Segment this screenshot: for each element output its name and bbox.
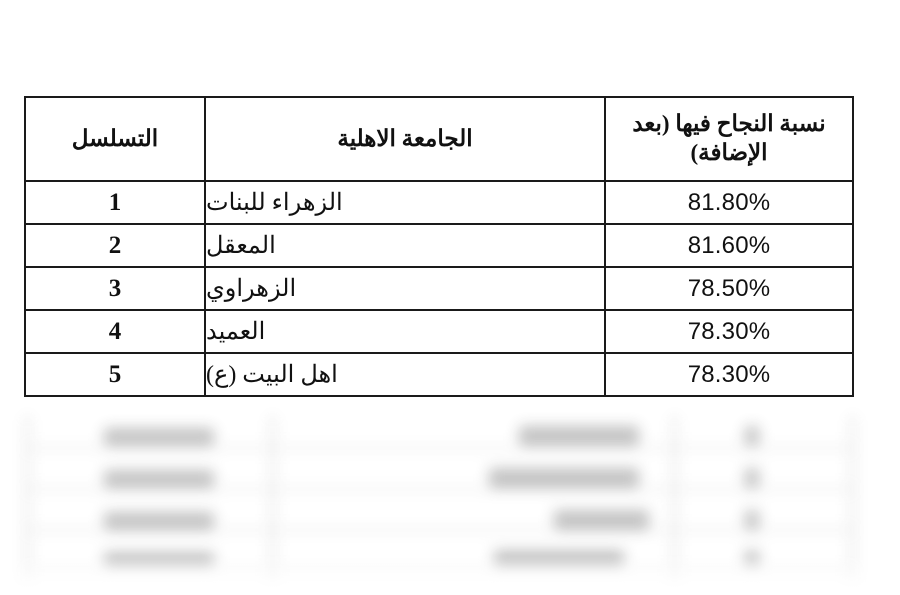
blurred-text — [104, 552, 214, 568]
cell-university: الزهراء للبنات — [205, 181, 605, 224]
cell-university: المعقل — [205, 224, 605, 267]
cell-pass-rate: 81.60% — [605, 224, 853, 267]
column-header-university: الجامعة الاهلية — [205, 97, 605, 181]
blurred-text — [519, 426, 639, 446]
blurred-text — [745, 510, 759, 530]
blurred-text — [494, 550, 624, 568]
table-body — [25, 181, 853, 396]
table-row — [25, 310, 853, 353]
blurred-table-edge — [26, 416, 29, 595]
blurred-table-continuation — [26, 416, 854, 595]
table-header — [25, 97, 853, 181]
blurred-text — [745, 468, 759, 488]
blurred-text — [104, 470, 214, 488]
results-table-container — [26, 96, 854, 397]
cell-sequence: 1 — [25, 181, 205, 224]
cell-sequence: 2 — [25, 224, 205, 267]
cell-pass-rate: 78.30% — [605, 353, 853, 396]
blurred-text — [745, 550, 759, 568]
table-row — [25, 267, 853, 310]
blurred-text — [745, 426, 759, 446]
table-row — [25, 181, 853, 224]
column-header-pass-rate: نسبة النجاح فيها (بعد الإضافة) — [605, 97, 853, 181]
blurred-text — [104, 428, 214, 446]
blurred-text — [554, 510, 649, 530]
cell-sequence: 3 — [25, 267, 205, 310]
results-table — [24, 96, 854, 397]
cell-sequence: 5 — [25, 353, 205, 396]
cell-pass-rate: 78.50% — [605, 267, 853, 310]
cell-sequence: 4 — [25, 310, 205, 353]
table-row — [25, 353, 853, 396]
blurred-table-edge — [851, 416, 854, 595]
blurred-text — [489, 468, 639, 488]
table-header-row — [25, 97, 853, 181]
cell-pass-rate: 78.30% — [605, 310, 853, 353]
blurred-text — [104, 512, 214, 530]
cell-university: الزهراوي — [205, 267, 605, 310]
table-row — [25, 224, 853, 267]
cell-university: اهل البيت (ع) — [205, 353, 605, 396]
cell-university: العميد — [205, 310, 605, 353]
blurred-column-divider — [673, 416, 676, 595]
cell-pass-rate: 81.80% — [605, 181, 853, 224]
column-header-sequence: التسلسل — [25, 97, 205, 181]
blurred-column-divider — [271, 416, 274, 595]
